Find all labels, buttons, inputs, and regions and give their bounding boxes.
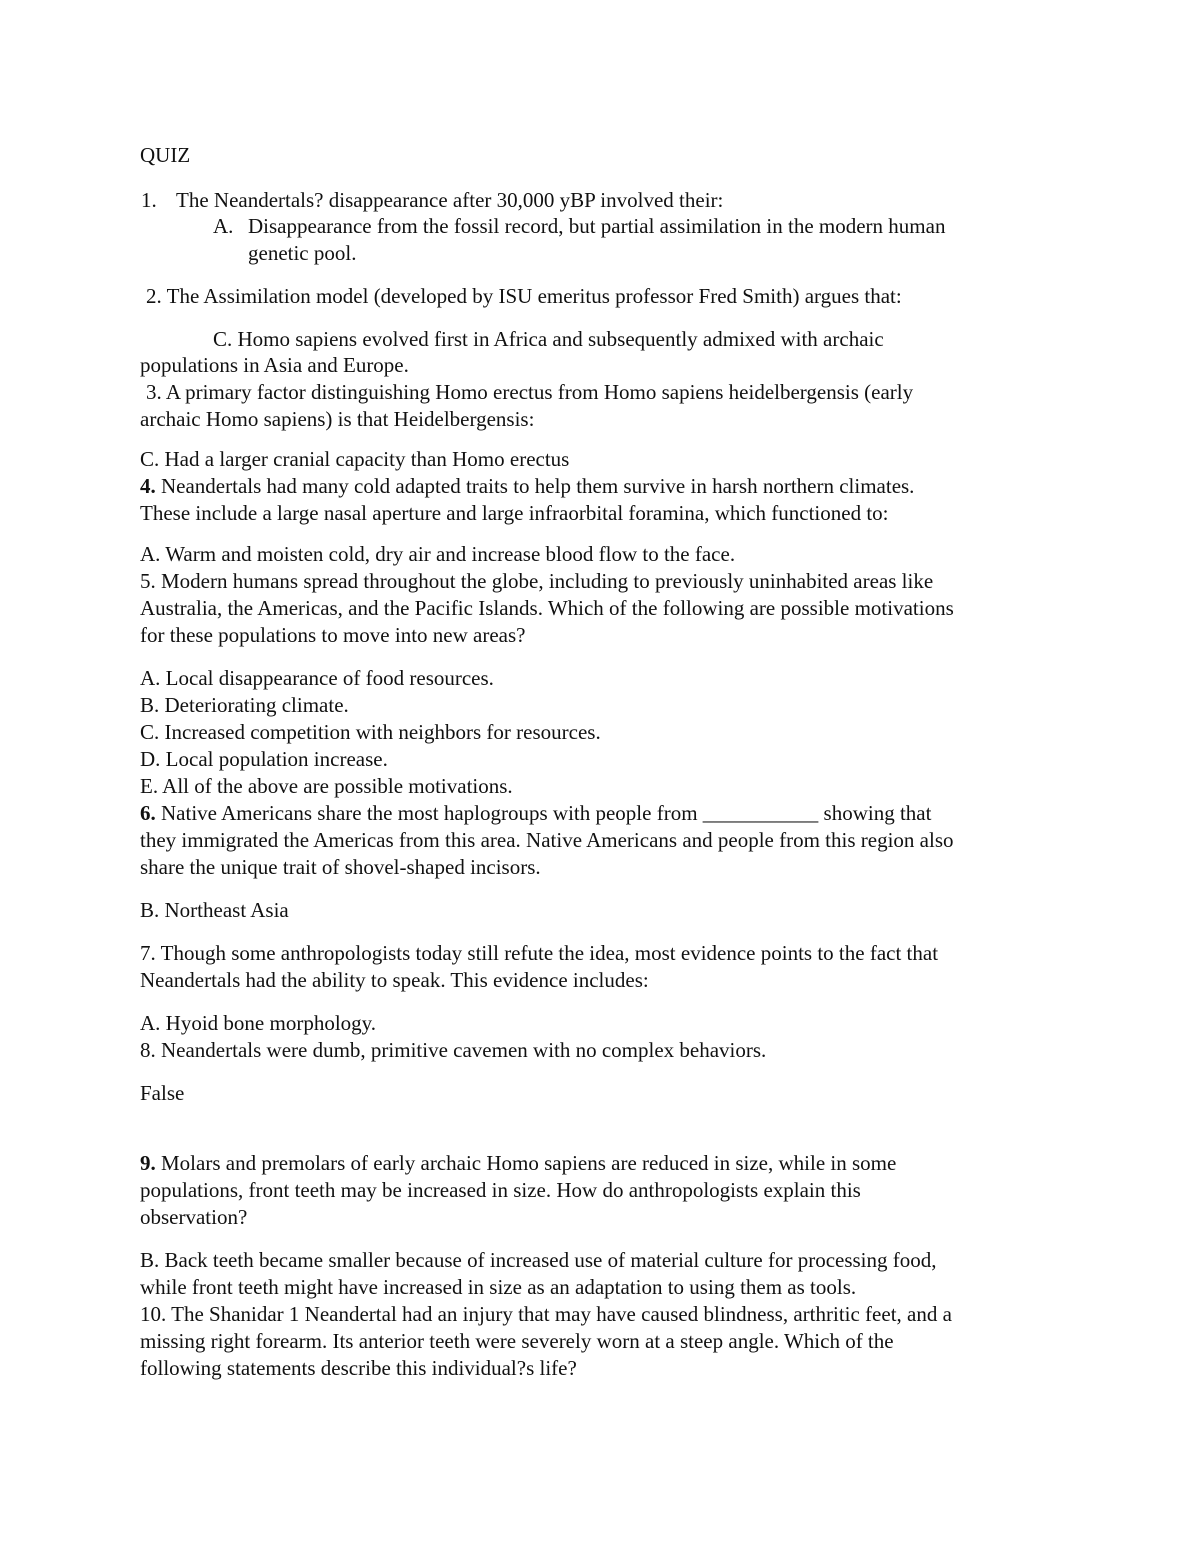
q9-number: 9.	[140, 1151, 156, 1175]
q5-option: D. Local population increase.	[140, 747, 388, 771]
q6-line2: they immigrated the Americas from this area. Native Americans and people from this region also	[140, 828, 954, 852]
q4-line2: These include a large nasal aperture and large infraorbital foramina, which functioned to:	[140, 501, 889, 525]
q9-line1	[140, 1150, 896, 1177]
q4-answer: A. Warm and moisten cold, dry air and increase blood flow to the face.	[140, 542, 736, 566]
q10-line2: missing right forearm. Its anterior teeth were severely worn at a steep angle. Which of the	[140, 1329, 894, 1353]
q9-answer-line2: while front teeth might have increased in size as an adaptation to using them as tools.	[140, 1275, 857, 1299]
q5-line2: Australia, the Americas, and the Pacific Islands. Which of the following are possible motivations	[140, 596, 954, 620]
q1-answer-line1: Disappearance from the fossil record, but partial assimilation in the modern human	[248, 214, 946, 238]
q6-line1-text: Native Americans share the most haplogroups with people from ___________ showing that	[155, 801, 932, 825]
q4-line1	[140, 473, 914, 500]
q2-answer-line1: C. Homo sapiens evolved first in Africa and subsequently admixed with archaic	[213, 327, 884, 351]
q2-answer-line2: populations in Asia and Europe.	[140, 353, 409, 377]
q1-number: 1.	[141, 188, 157, 212]
q9-line3: observation?	[140, 1205, 248, 1229]
q5-option: A. Local disappearance of food resources.	[140, 666, 494, 690]
q7-line2: Neandertals had the ability to speak. This evidence includes:	[140, 968, 649, 992]
q6-number: 6.	[140, 801, 156, 825]
q4-number: 4.	[140, 474, 156, 498]
q6-line1	[140, 800, 931, 827]
q8-text: 8. Neandertals were dumb, primitive cavemen with no complex behaviors.	[140, 1038, 767, 1062]
q2-text: 2. The Assimilation model (developed by ISU emeritus professor Fred Smith) argues that:	[146, 284, 902, 308]
q5-option: E. All of the above are possible motivations.	[140, 774, 513, 798]
q5-option: B. Deteriorating climate.	[140, 693, 349, 717]
q5-line3: for these populations to move into new areas?	[140, 623, 526, 647]
q4-line1-text: Neandertals had many cold adapted traits to help them survive in harsh northern climates.	[155, 474, 915, 498]
q10-line1: 10. The Shanidar 1 Neandertal had an injury that may have caused blindness, arthritic feet, and a	[140, 1302, 952, 1326]
q6-line3: share the unique trait of shovel-shaped incisors.	[140, 855, 541, 879]
q9-answer-line1: B. Back teeth became smaller because of increased use of material culture for processing food,	[140, 1248, 937, 1272]
q1-answer-line2: genetic pool.	[248, 241, 357, 265]
q10-line3: following statements describe this individual?s life?	[140, 1356, 577, 1380]
q5-line1: 5. Modern humans spread throughout the globe, including to previously uninhabited areas like	[140, 569, 934, 593]
quiz-title: QUIZ	[140, 143, 191, 167]
q1-answer-letter: A.	[213, 214, 234, 238]
q9-line1-text: Molars and premolars of early archaic Homo sapiens are reduced in size, while in some	[155, 1151, 897, 1175]
q3-line1: 3. A primary factor distinguishing Homo erectus from Homo sapiens heidelbergensis (early	[146, 380, 914, 404]
q1-text: The Neandertals? disappearance after 30,000 yBP involved their:	[176, 188, 724, 212]
q3-answer: C. Had a larger cranial capacity than Homo erectus	[140, 447, 570, 471]
q5-option: C. Increased competition with neighbors for resources.	[140, 720, 601, 744]
q9-line2: populations, front teeth may be increased in size. How do anthropologists explain this	[140, 1178, 861, 1202]
q8-answer: False	[140, 1081, 185, 1105]
q3-line2: archaic Homo sapiens) is that Heidelbergensis:	[140, 407, 535, 431]
q7-answer: A. Hyoid bone morphology.	[140, 1011, 377, 1035]
q7-line1: 7. Though some anthropologists today still refute the idea, most evidence points to the fact that	[140, 941, 939, 965]
q6-answer: B. Northeast Asia	[140, 898, 289, 922]
